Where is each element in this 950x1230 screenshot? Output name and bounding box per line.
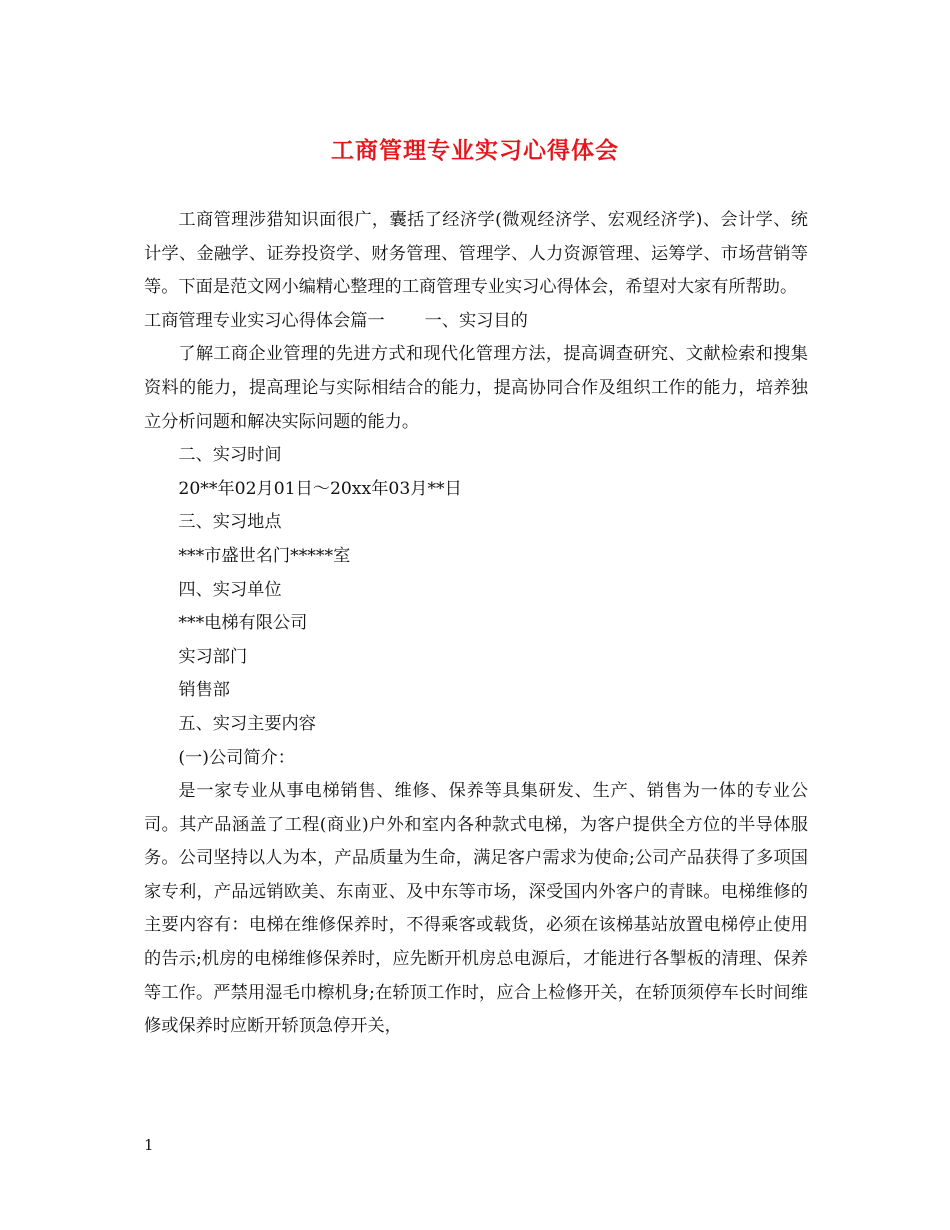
purpose-heading: 一、实习目的 <box>424 310 528 331</box>
company-intro-heading: (一)公司简介： <box>178 747 295 768</box>
page-number: 1 <box>144 1136 154 1154</box>
time-value: 20**年02月01日～20xx年03月**日 <box>178 478 462 499</box>
document-body <box>144 204 808 1044</box>
place-heading: 三、实习地点 <box>178 512 282 533</box>
section-title-line <box>144 305 808 339</box>
content-heading: 五、实习主要内容 <box>178 713 316 734</box>
time-heading: 二、实习时间 <box>178 445 282 466</box>
purpose-paragraph: 了解工商企业管理的先进方式和现代化管理方法，提高调查研究、文献检索和搜集资料的能力，提高理论与实际相结合的能力，提高协同合作及组织工作的能力，培养独立分析问题和解决实际问题的能力。 <box>144 344 808 432</box>
document-title: 工商管理专业实习心得体会 <box>331 138 619 164</box>
intro-paragraph: 工商管理涉猎知识面很广，囊括了经济学(微观经济学、宏观经济学)、会计学、统计学、金融学、证券投资学、财务管理、管理学、人力资源管理、运筹学、市场营销等等。下面是范文网小编精心整理的工商管理专业实习心得体会，希望对大家有所帮助。 <box>144 210 808 298</box>
dept-label: 实习部门 <box>178 646 248 667</box>
section-title: 工商管理专业实习心得体会篇一 <box>144 310 385 331</box>
unit-heading: 四、实习单位 <box>178 579 282 600</box>
dept-value: 销售部 <box>178 680 230 701</box>
place-value: ***市盛世名门*****室 <box>178 545 351 566</box>
company-paragraph: 是一家专业从事电梯销售、维修、保养等具集研发、生产、销售为一体的专业公司。其产品涵盖了工程(商业)户外和室内各种款式电梯，为客户提供全方位的半导体服务。公司坚持以人为本，产品质量为生命，满足客户需求为使命;公司产品获得了多项国家专利，产品远销欧美、东南亚、及中东等市场，深受国内外客户的青睐。电梯维修的主要内容有：电梯在维修保养时，不得乘客或载货，必须在该梯基站放置电梯停止使用的告示;机房的电梯维修保养时，应先断开机房总电源后，才能进行各掣板的清理、保养等工作。严禁用湿毛巾檫机身;在轿顶工作时，应合上检修开关，在轿顶须停车长时间维修或保养时应断开轿顶急停开关， <box>144 781 808 1037</box>
unit-value: ***电梯有限公司 <box>178 613 308 634</box>
